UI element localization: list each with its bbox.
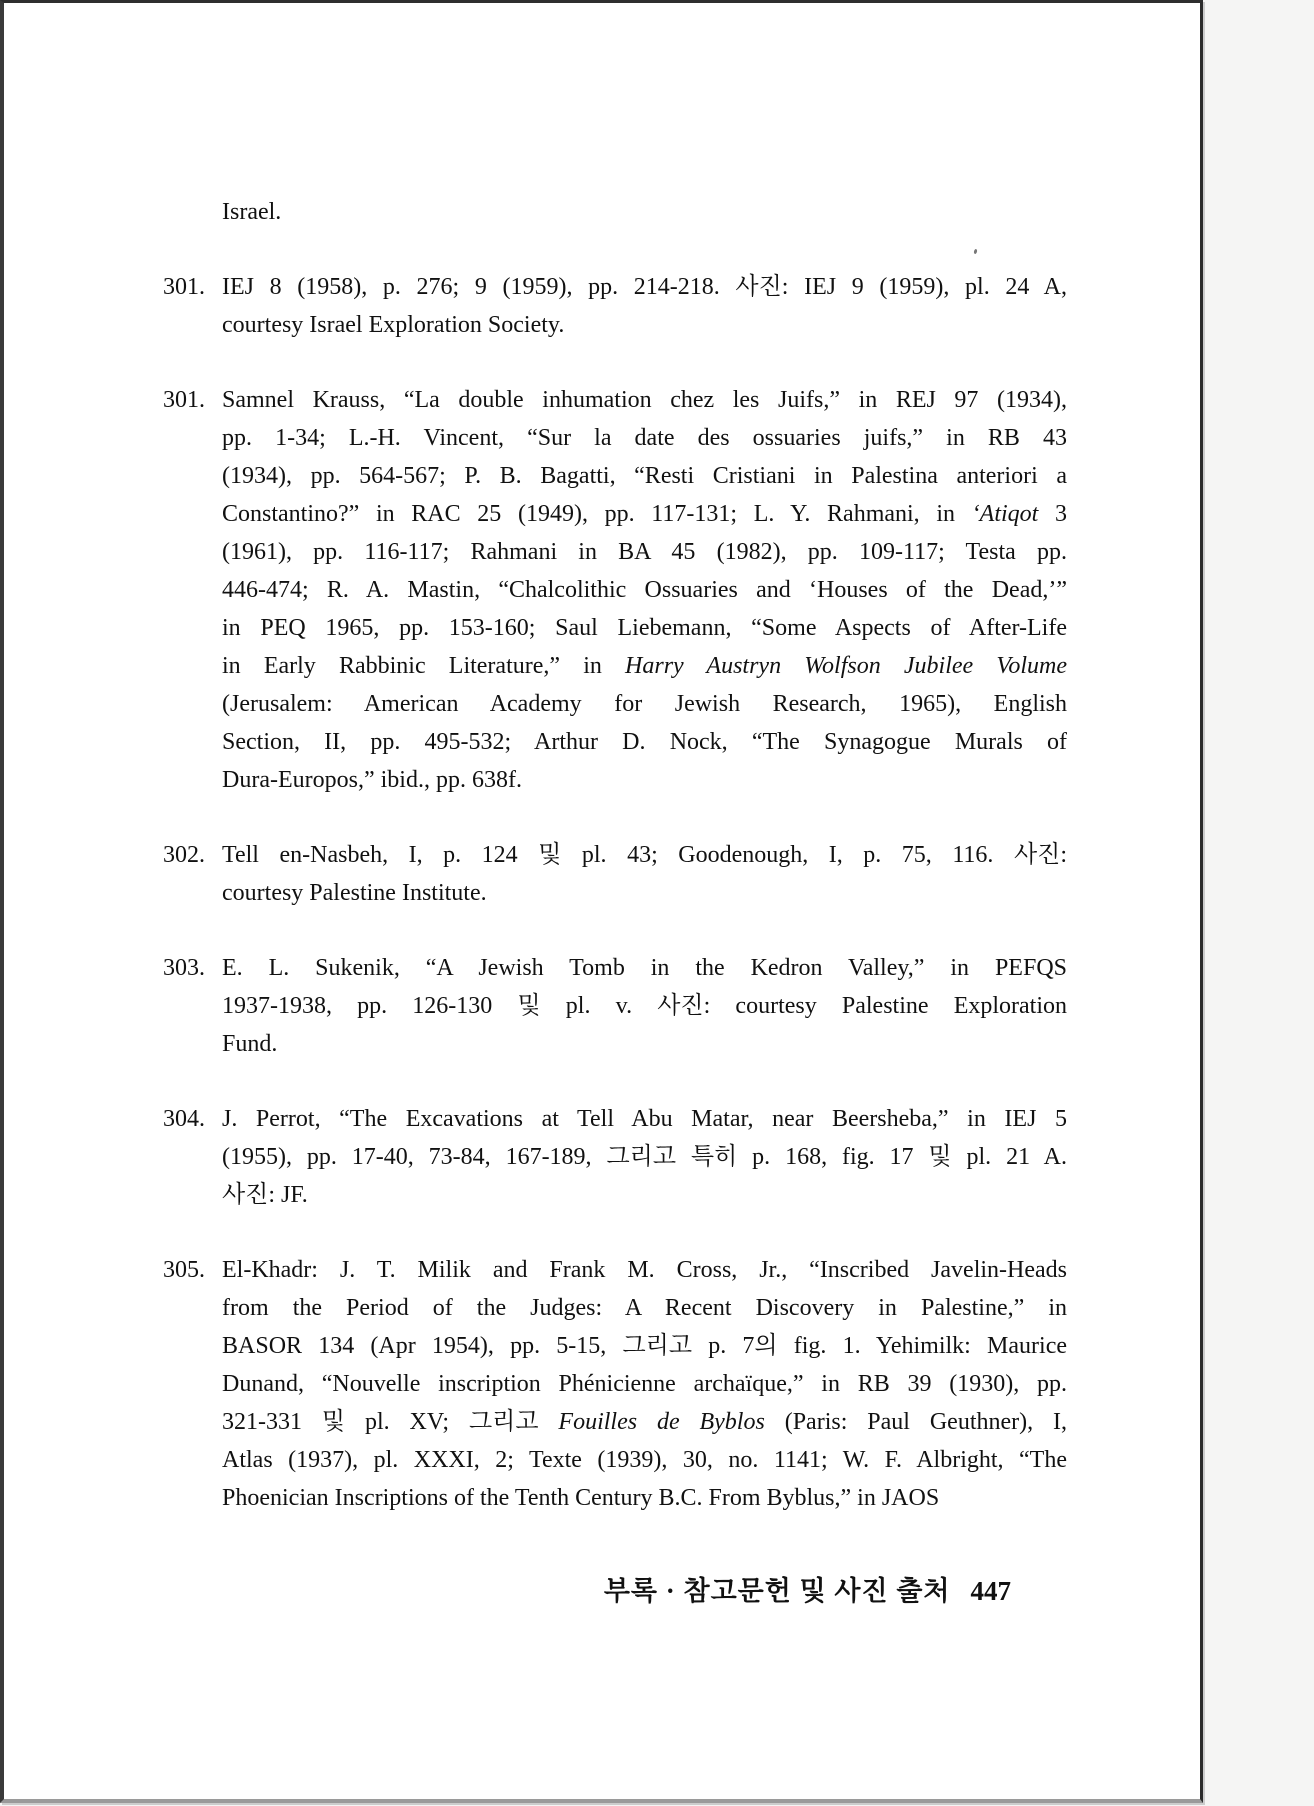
entry-line: (1955), pp. 17-40, 73-84, 167-189, 그리고 특히 p. 168, fig. 17 및 pl. 21 A. — [222, 1144, 1067, 1170]
page-footer — [4, 1569, 1011, 1608]
entry-line: courtesy Palestine Institute. — [222, 880, 487, 906]
entry-line: courtesy Israel Exploration Society. — [222, 312, 565, 338]
reference-entry — [163, 949, 1067, 1063]
entry-line: Dunand, “Nouvelle inscription Phénicienne archaïque,” in RB 39 (1930), pp. — [222, 1371, 1067, 1397]
entry-number: 302. — [163, 842, 205, 868]
entry-line: 321-331 및 pl. XV; 그리고 Fouilles de Byblos (Paris: Paul Geuthner), I, — [222, 1409, 1067, 1435]
entry-line: pp. 1-34; L.-H. Vincent, “Sur la date des ossuaries juifs,” in RB 43 — [222, 425, 1067, 451]
footer-running-title: 부록 · 참고문헌 및 사진 출처 — [603, 1576, 951, 1606]
entry-number: 304. — [163, 1106, 205, 1132]
entry-line: from the Period of the Judges: A Recent Discovery in Palestine,” in — [222, 1295, 1067, 1321]
entry-line: J. Perrot, “The Excavations at Tell Abu Matar, near Beersheba,” in IEJ 5 — [222, 1106, 1067, 1132]
entry-line: El-Khadr: J. T. Milik and Frank M. Cross, Jr., “Inscribed Javelin-Heads — [222, 1257, 1067, 1283]
entry-number: 301. — [163, 274, 205, 300]
entry-line: (Jerusalem: American Academy for Jewish Research, 1965), English — [222, 691, 1067, 717]
entry-line: Section, II, pp. 495-532; Arthur D. Nock, “The Synagogue Murals of — [222, 729, 1067, 755]
entry-number: 305. — [163, 1257, 205, 1283]
entry-line: 446-474; R. A. Mastin, “Chalcolithic Ossuaries and ‘Houses of the Dead,’” — [222, 577, 1067, 603]
entry-line: Samnel Krauss, “La double inhumation chez les Juifs,” in REJ 97 (1934), — [222, 387, 1067, 413]
reference-entry — [163, 381, 1067, 799]
entry-line: IEJ 8 (1958), p. 276; 9 (1959), pp. 214-218. 사진: IEJ 9 (1959), pl. 24 A, — [222, 274, 1067, 300]
entry-line: (1934), pp. 564-567; P. B. Bagatti, “Resti Cristiani in Palestina anteriori a — [222, 463, 1067, 489]
entry-line: Israel. — [222, 199, 282, 225]
entry-line: in PEQ 1965, pp. 153-160; Saul Liebemann, “Some Aspects of After-Life — [222, 615, 1067, 641]
entry-line: in Early Rabbinic Literature,” in Harry Austryn Wolfson Jubilee Volume — [222, 653, 1067, 679]
entry-line: BASOR 134 (Apr 1954), pp. 5-15, 그리고 p. 7의 fig. 1. Yehimilk: Maurice — [222, 1333, 1067, 1359]
entry-number: 301. — [163, 387, 205, 413]
page-number: 447 — [970, 1576, 1011, 1606]
references-list — [163, 193, 1067, 1517]
entry-line: (1961), pp. 116-117; Rahmani in BA 45 (1982), pp. 109-117; Testa pp. — [222, 539, 1067, 565]
entry-line: Phoenician Inscriptions of the Tenth Century B.C. From Byblus,” in JAOS — [222, 1485, 940, 1511]
reference-entry — [163, 193, 1067, 231]
entry-line: 사진: JF. — [222, 1182, 308, 1208]
entry-line: Constantino?” in RAC 25 (1949), pp. 117-131; L. Y. Rahmani, in ‘Atiqot 3 — [222, 501, 1068, 527]
entry-line: E. L. Sukenik, “A Jewish Tomb in the Kedron Valley,” in PEFQS — [222, 955, 1067, 981]
entry-line: Fund. — [222, 1031, 278, 1057]
reference-entry — [163, 836, 1067, 912]
entry-number: 303. — [163, 955, 205, 981]
reference-entry — [163, 1251, 1067, 1517]
entry-line: Tell en-Nasbeh, I, p. 124 및 pl. 43; Goodenough, I, p. 75, 116. 사진: — [222, 842, 1067, 868]
reference-entry — [163, 1100, 1067, 1214]
reference-entry — [163, 268, 1067, 344]
entry-line: Dura-Europos,” ibid., pp. 638f. — [222, 767, 522, 793]
entry-line: Atlas (1937), pl. XXXI, 2; Texte (1939), 30, no. 1141; W. F. Albright, “The — [222, 1447, 1067, 1473]
entry-line: 1937-1938, pp. 126-130 및 pl. v. 사진: courtesy Palestine Exploration — [222, 993, 1067, 1019]
